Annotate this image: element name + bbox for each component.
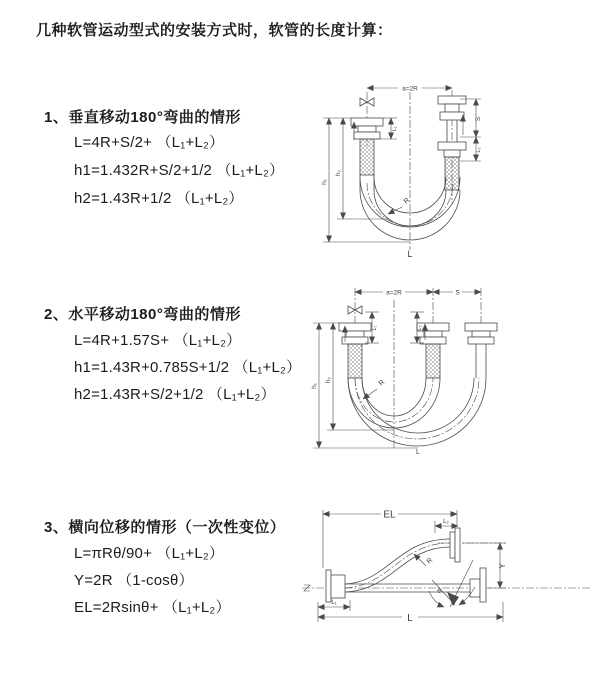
formula-3-l: L=πRθ/90+ （L₁+L₂） bbox=[74, 545, 225, 562]
dim-label-l2: L₂ bbox=[476, 147, 482, 153]
dim-label-l1: L₁ bbox=[372, 325, 378, 331]
formula-1-h2: h2=1.43R+1/2 （L₁+L₂） bbox=[74, 190, 244, 207]
formula-1-h1: h1=1.432R+S/2+1/2 （L₁+L₂） bbox=[74, 162, 285, 179]
diagram-horizontal-180-bend bbox=[305, 282, 595, 456]
dim-label-h1: h₁ bbox=[321, 179, 328, 185]
dim-label-theta: θ bbox=[437, 588, 441, 595]
dim-label-l2: L₂ bbox=[417, 325, 423, 331]
dim-label-l: L bbox=[407, 613, 413, 624]
left-pipe-assembly bbox=[339, 323, 371, 378]
angle-construction bbox=[429, 560, 475, 607]
diagram-lateral-displacement bbox=[298, 500, 593, 645]
diagram-vertical-180-bend bbox=[313, 78, 588, 260]
dim-label-span: a=2R bbox=[402, 85, 418, 93]
dim-label-l2: L₂ bbox=[443, 519, 449, 525]
formula-3-el: EL=2Rsinθ+ （L₁+L₂） bbox=[74, 599, 231, 616]
shifted-pipe-assembly bbox=[465, 323, 497, 378]
dim-label-y: Y bbox=[498, 563, 507, 569]
dim-label-r: R bbox=[425, 556, 435, 566]
dim-label-span: a=2R bbox=[386, 289, 402, 297]
dim-label-l1: L₁ bbox=[392, 126, 398, 132]
shifted-flange-assembly bbox=[470, 568, 486, 602]
dim-label-r: R bbox=[402, 196, 412, 206]
dim-label-l1: L₁ bbox=[331, 600, 337, 606]
left-flange-assembly bbox=[326, 570, 345, 602]
dim-label-el: EL bbox=[383, 509, 396, 521]
dim-label-h2: h₂ bbox=[335, 169, 342, 177]
u-bend-hoses bbox=[348, 378, 486, 446]
formula-2-h2: h2=1.43R+S/2+1/2 （L₁+L₂） bbox=[74, 386, 276, 403]
left-pipe-assembly bbox=[351, 118, 383, 175]
formula-2-h1: h1=1.43R+0.785S+1/2 （L₁+L₂） bbox=[74, 359, 302, 376]
upper-flange-assembly bbox=[450, 528, 460, 562]
dim-label-l: L bbox=[416, 449, 420, 456]
dimension-labels bbox=[331, 510, 507, 625]
right-pipe-assembly bbox=[438, 96, 466, 190]
dim-label-h1: h₁ bbox=[311, 383, 318, 389]
formula-1-l: L=4R+S/2+ （L₁+L₂） bbox=[74, 134, 225, 151]
dim-label-l: L bbox=[407, 249, 413, 259]
dim-label-h2: h₂ bbox=[325, 376, 332, 384]
dim-label-s: S bbox=[455, 289, 460, 297]
page-title: 几种软管运动型式的安装方式时，软管的长度计算： bbox=[36, 22, 393, 39]
dimension-lines bbox=[313, 288, 481, 448]
dim-label-s: S bbox=[475, 116, 482, 122]
dim-label-r: R bbox=[377, 378, 387, 388]
dimension-lines bbox=[318, 508, 506, 622]
formula-3-y: Y=2R （1-cosθ） bbox=[74, 572, 194, 589]
formula-2-l: L=4R+1.57S+ （L₁+L₂） bbox=[74, 332, 242, 349]
section-1-heading: 1、垂直移动180°弯曲的情形 bbox=[44, 109, 241, 126]
section-2-heading: 2、水平移动180°弯曲的情形 bbox=[44, 306, 241, 323]
section-3-heading: 3、横向位移的情形（一次性变位） bbox=[44, 519, 286, 536]
